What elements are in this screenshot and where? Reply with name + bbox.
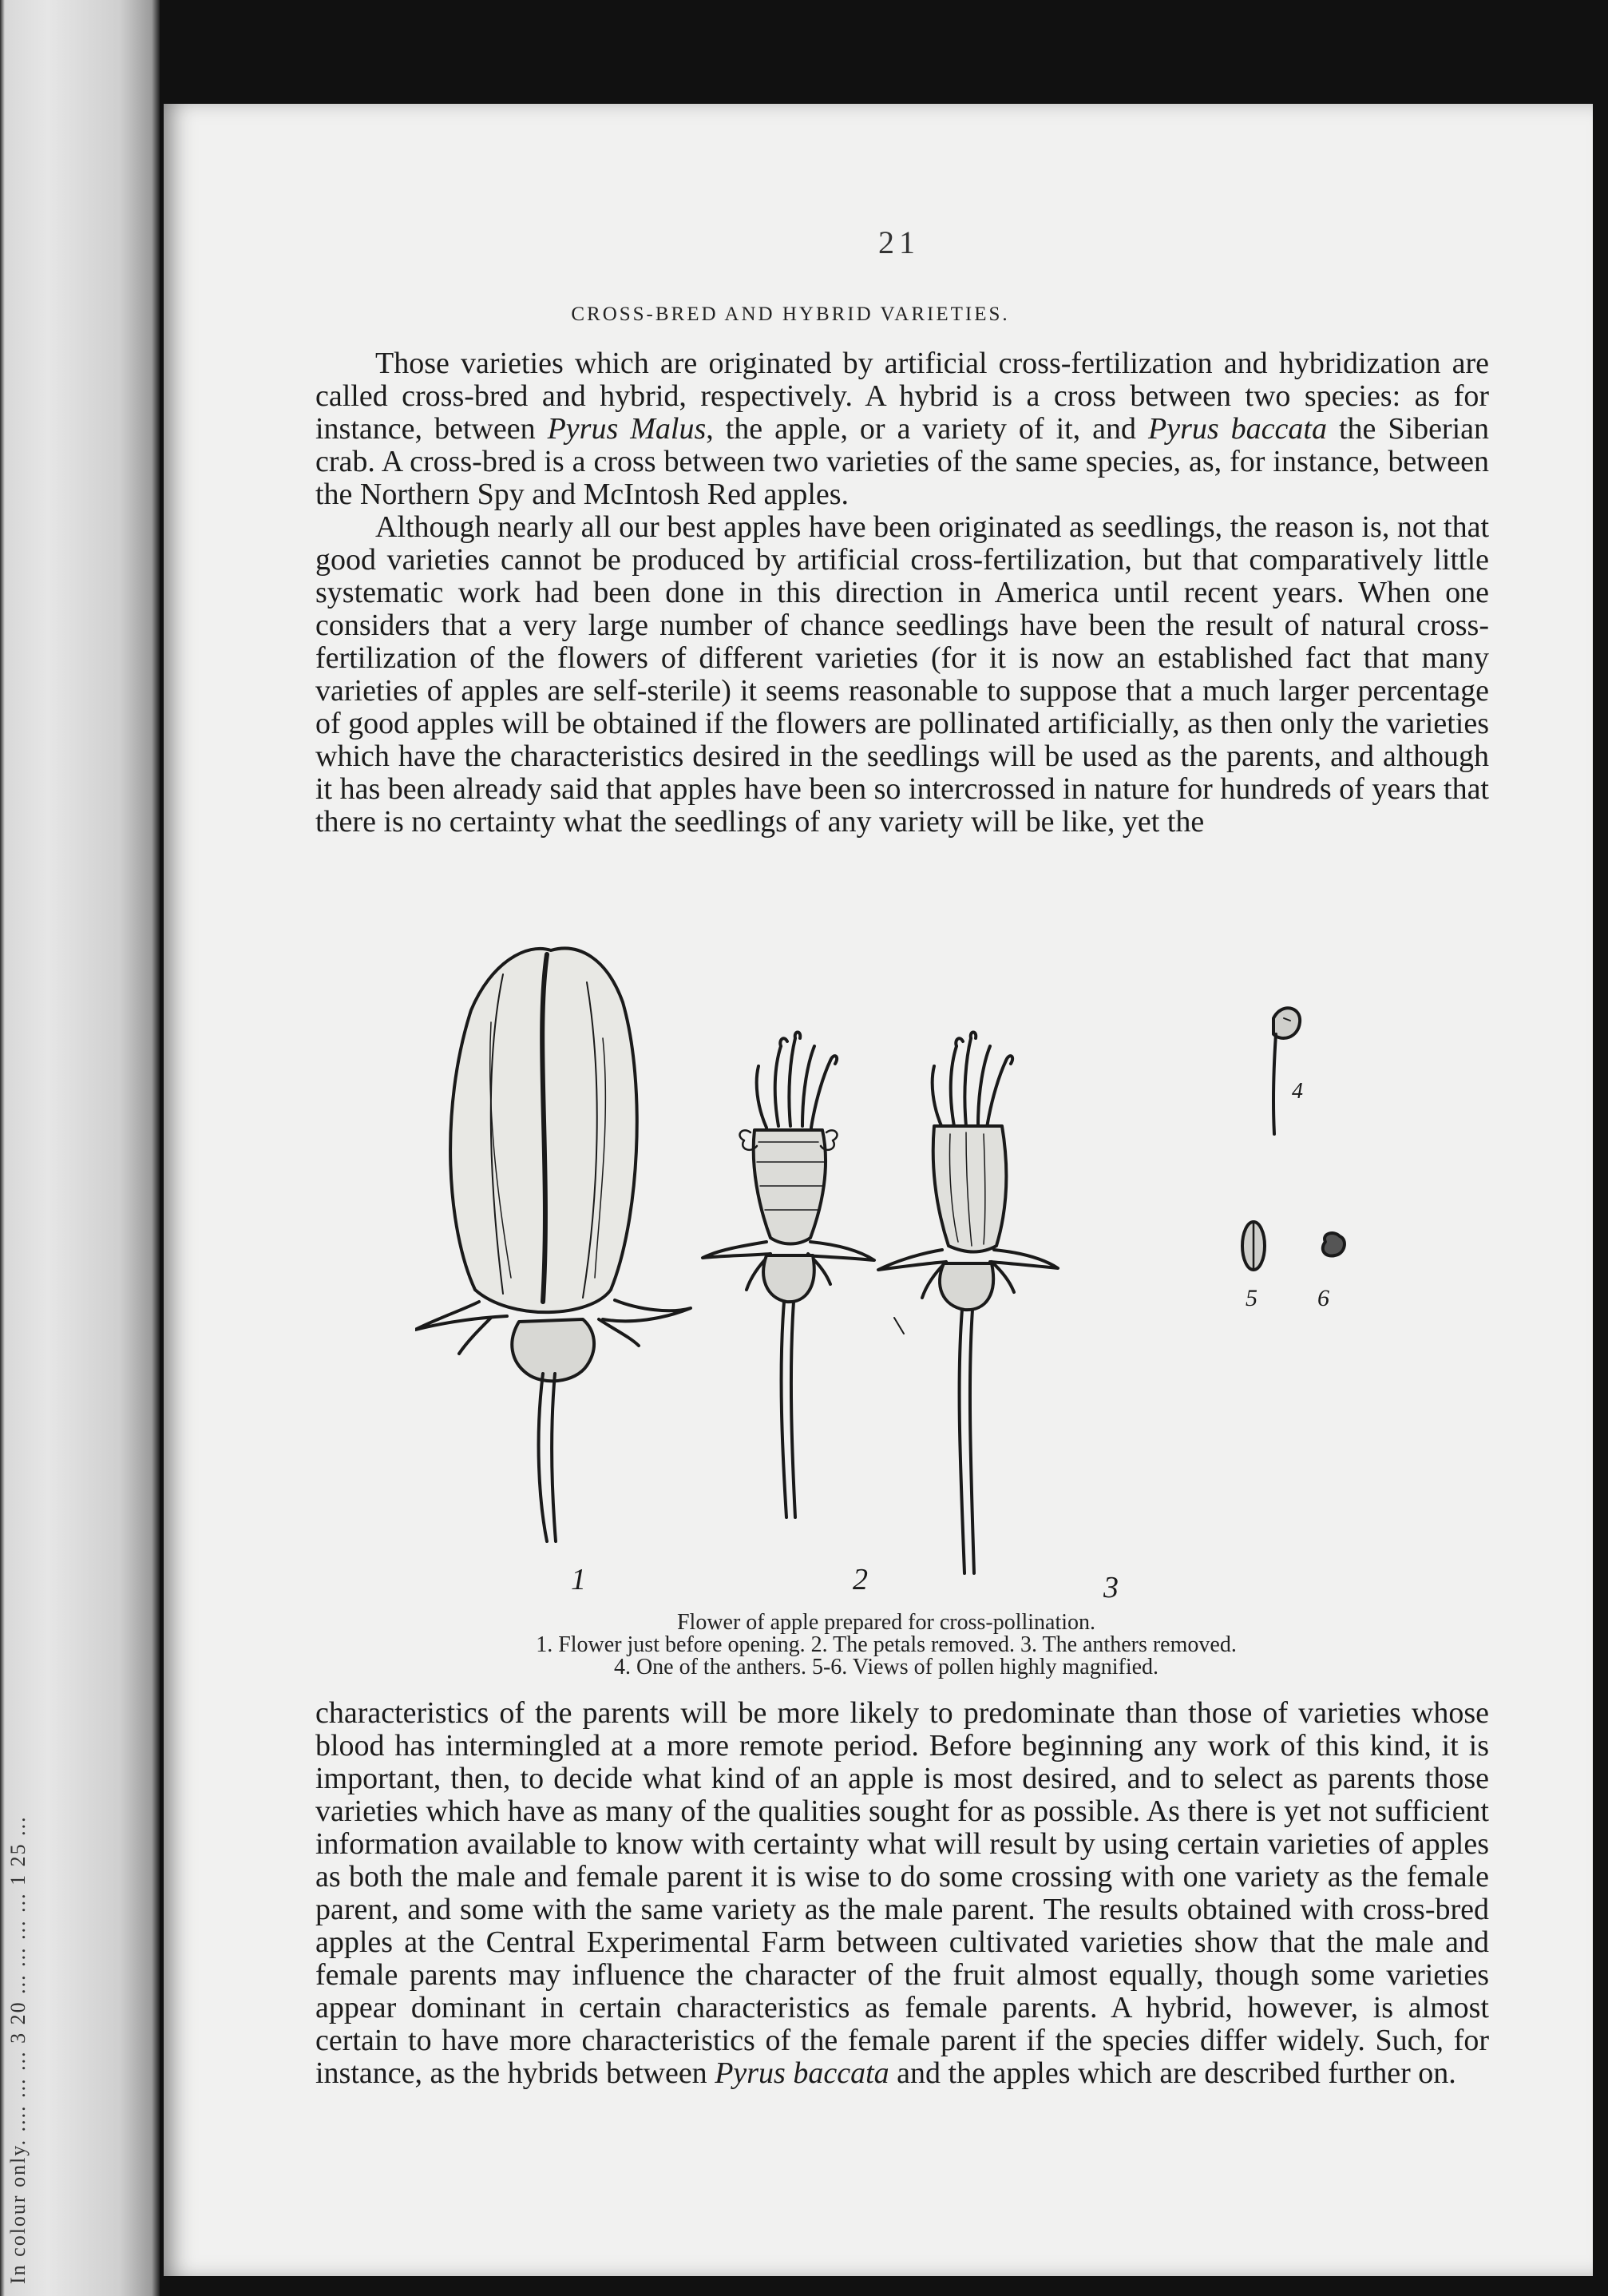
body-text-bottom [315,1697,1489,2090]
pollen-grain-drawing-6 [1323,1233,1345,1256]
apple-flower-illustration [415,926,1421,1613]
caption-title: Flower of apple prepared for cross-pollination. [676,1610,1096,1635]
paragraph-definitions: Those varieties which are originated by artificial cross-fertilization and hybridization are called cross-bred and hybrid, respectively. A hybrid is a cross between two species: as for instance, between Pyrus Malus, the apple, or a variety of it, and Pyrus baccata the Siberian crab. A cross-bred is a cross between two varieties of the same species, as, for instance, between the Northern Spy and McIntosh Red apples. [315,347,1490,511]
adjacent-page-edge [0,0,160,2296]
figure-label-5: 5 [1246,1285,1257,1311]
anther-drawing [1273,1008,1300,1134]
paragraph-parents: characteristics of the parents will be more likely to predominate than those of varieties whose blood has intermingled at a more remote period. Before beginning any work of this kind, it is important, then, to decide what kind of an apple is most desired, and to select as parents those varieties which have as many of the qualities sought for as possible. As there is yet not sufficient information available to know with certainty what will result by using certain varieties of apples as both the male and female parent it is wise to do some crossing with one variety as the female parent, and some with the same variety as the male parent. The results obtained with cross-bred apples at the Central Experimental Farm between cultivated varieties show that the male and female parents may influence the character of the fruit almost equally, though some varieties appear dominant in certain characteristics as female parents. A hybrid, however, is almost certain to have more characteristics of the female parent if the species differ widely. Such, for instance, as the hybrids between Pyrus baccata and the apples which are described further on. [315,1696,1489,2090]
flower-bud-drawing [415,949,691,1541]
section-heading: CROSS-BRED AND HYBRID VARIETIES. [571,303,1010,325]
figure-label-6: 6 [1317,1285,1329,1311]
flower-anthers-removed-drawing [878,1033,1058,1574]
body-text-top [315,347,1489,839]
paragraph-seedlings: Although nearly all our best apples have been originated as seedlings, the reason is, not that good varieties cannot be produced by artificial cross-fertilization, but that comparatively little systematic work had been done in this direction in America until recent years. When one considers that a very large number of chance seedlings have been the result of natural cross-fertilization of the flowers of different varieties (for it is now an established fact that many varieties of apples are self-sterile) it seems reasonable to suppose that a much larger percentage of good apples will be obtained if the flowers are pollinated artificially, as then only the varieties which have the characteristics desired in the seedlings will be used as the parents, and although it has been already said that apples have been so intercrossed in nature for hundreds of years that there is no certainty what the seedlings of any variety will be like, yet the [315,510,1489,839]
figure-label-3: 3 [1103,1571,1119,1604]
figure-label-2: 2 [853,1563,868,1596]
figure-label-1: 1 [571,1563,586,1596]
figure-label-4: 4 [1292,1079,1303,1104]
pollen-grain-drawing-5 [1242,1222,1265,1270]
caption-line-3: 4. One of the anthers. 5-6. Views of pollen highly magnified. [613,1655,1159,1679]
margin-text: In colour only. .... ... ... 3 20 ... ... ... ... 1 25 ... [6,1815,30,2284]
flower-petals-removed-drawing [703,1033,874,1518]
figure-caption [359,1612,1413,1679]
caption-line-2: 1. Flower just before opening. 2. The petals removed. 3. The anthers removed. [536,1632,1237,1657]
page-number: 21 [878,224,920,260]
